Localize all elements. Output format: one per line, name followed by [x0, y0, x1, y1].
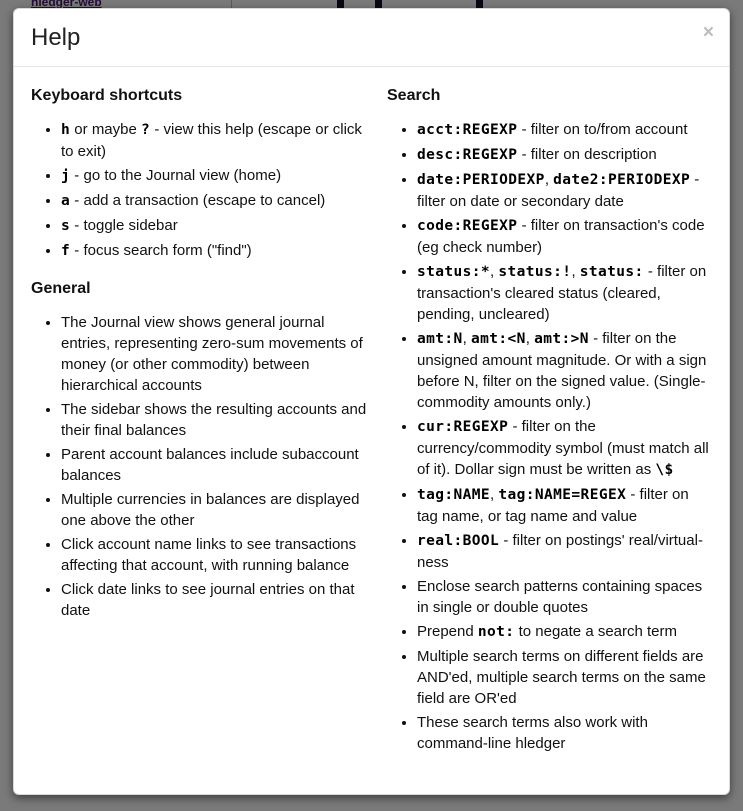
- modal-header: [14, 9, 729, 67]
- list-item: • Multiple search terms on different fields are AND'ed, multiple search terms on the same field are OR'ed: [417, 646, 712, 709]
- list-item: • The sidebar shows the resulting accounts and their final balances: [61, 399, 372, 441]
- help-column-right: [387, 87, 712, 760]
- code-term: tag:NAME: [417, 487, 491, 503]
- list-item: • status:*, status:!, status: - filter on transaction's cleared status (cleared, pending, uncleared): [417, 261, 712, 325]
- code-term: code:REGEXP: [417, 218, 518, 234]
- list-item: • code:REGEXP - filter on transaction's code (eg check number): [417, 215, 712, 258]
- code-term: tag:NAME=REGEX: [498, 487, 627, 503]
- bullet-list: [31, 312, 372, 621]
- list-item: • Parent account balances include subaccount balances: [61, 444, 372, 486]
- list-item: • a - add a transaction (escape to cancel): [61, 190, 372, 212]
- list-item: • Click date links to see journal entries on that date: [61, 579, 372, 621]
- code-term: real:BOOL: [417, 533, 500, 549]
- list-item: • Click account name links to see transactions affecting that account, with running balance: [61, 534, 372, 576]
- close-icon[interactable]: ×: [702, 22, 714, 43]
- section-heading: Search: [387, 87, 441, 104]
- code-term: date:PERIODEXP: [417, 172, 545, 188]
- list-item: • desc:REGEXP - filter on description: [417, 144, 712, 166]
- list-item: • j - go to the Journal view (home): [61, 165, 372, 187]
- code-term: amt:<N: [471, 331, 526, 347]
- list-item: • Multiple currencies in balances are displayed one above the other: [61, 489, 372, 531]
- help-modal: [13, 8, 730, 795]
- code-term: status:: [579, 264, 644, 280]
- bullet-list: [31, 119, 372, 262]
- code-term: s: [61, 218, 71, 234]
- code-term: j: [61, 168, 71, 184]
- code-term: f: [61, 243, 71, 259]
- list-item: • tag:NAME, tag:NAME=REGEX - filter on tag name, or tag name and value: [417, 484, 712, 527]
- list-item: • date:PERIODEXP, date2:PERIODEXP - filter on date or secondary date: [417, 169, 712, 212]
- code-term: \$: [655, 462, 674, 478]
- list-item: • Enclose search patterns containing spaces in single or double quotes: [417, 576, 712, 618]
- code-term: a: [61, 193, 71, 209]
- list-item: • cur:REGEXP - filter on the currency/commodity symbol (must match all of it). Dollar sign must be written as \$: [417, 416, 712, 481]
- code-term: date2:PERIODEXP: [553, 172, 691, 188]
- modal-body: [14, 67, 729, 790]
- code-term: status:!: [498, 264, 572, 280]
- code-term: amt:N: [417, 331, 463, 347]
- list-item: • h or maybe ? - view this help (escape or click to exit): [61, 119, 372, 162]
- code-term: cur:REGEXP: [417, 419, 509, 435]
- list-item: • Prepend not: to negate a search term: [417, 621, 712, 643]
- list-item: • acct:REGEXP - filter on to/from account: [417, 119, 712, 141]
- list-item: • f - focus search form ("find"): [61, 240, 372, 262]
- bullet-list: [387, 119, 712, 754]
- code-term: ?: [141, 122, 151, 138]
- list-item: • amt:N, amt:<N, amt:>N - filter on the unsigned amount magnitude. Or with a sign before N, filter on the signed value. (Single-commodity amounts only.): [417, 328, 712, 413]
- list-item: • These search terms also work with command-line hledger: [417, 712, 712, 754]
- section-heading: General: [31, 280, 91, 297]
- modal-title: Help: [31, 24, 81, 51]
- code-term: status:*: [417, 264, 491, 280]
- code-term: desc:REGEXP: [417, 147, 518, 163]
- list-item: • The Journal view shows general journal entries, representing zero-sum movements of money (or other commodity) between hierarchical accounts: [61, 312, 372, 396]
- help-column-left: [31, 87, 372, 760]
- code-term: acct:REGEXP: [417, 122, 518, 138]
- list-item: • real:BOOL - filter on postings' real/virtual-ness: [417, 530, 712, 573]
- code-term: not:: [477, 624, 515, 640]
- code-term: amt:>N: [534, 331, 589, 347]
- code-term: h: [61, 122, 71, 138]
- section-heading: Keyboard shortcuts: [31, 87, 183, 104]
- list-item: • s - toggle sidebar: [61, 215, 372, 237]
